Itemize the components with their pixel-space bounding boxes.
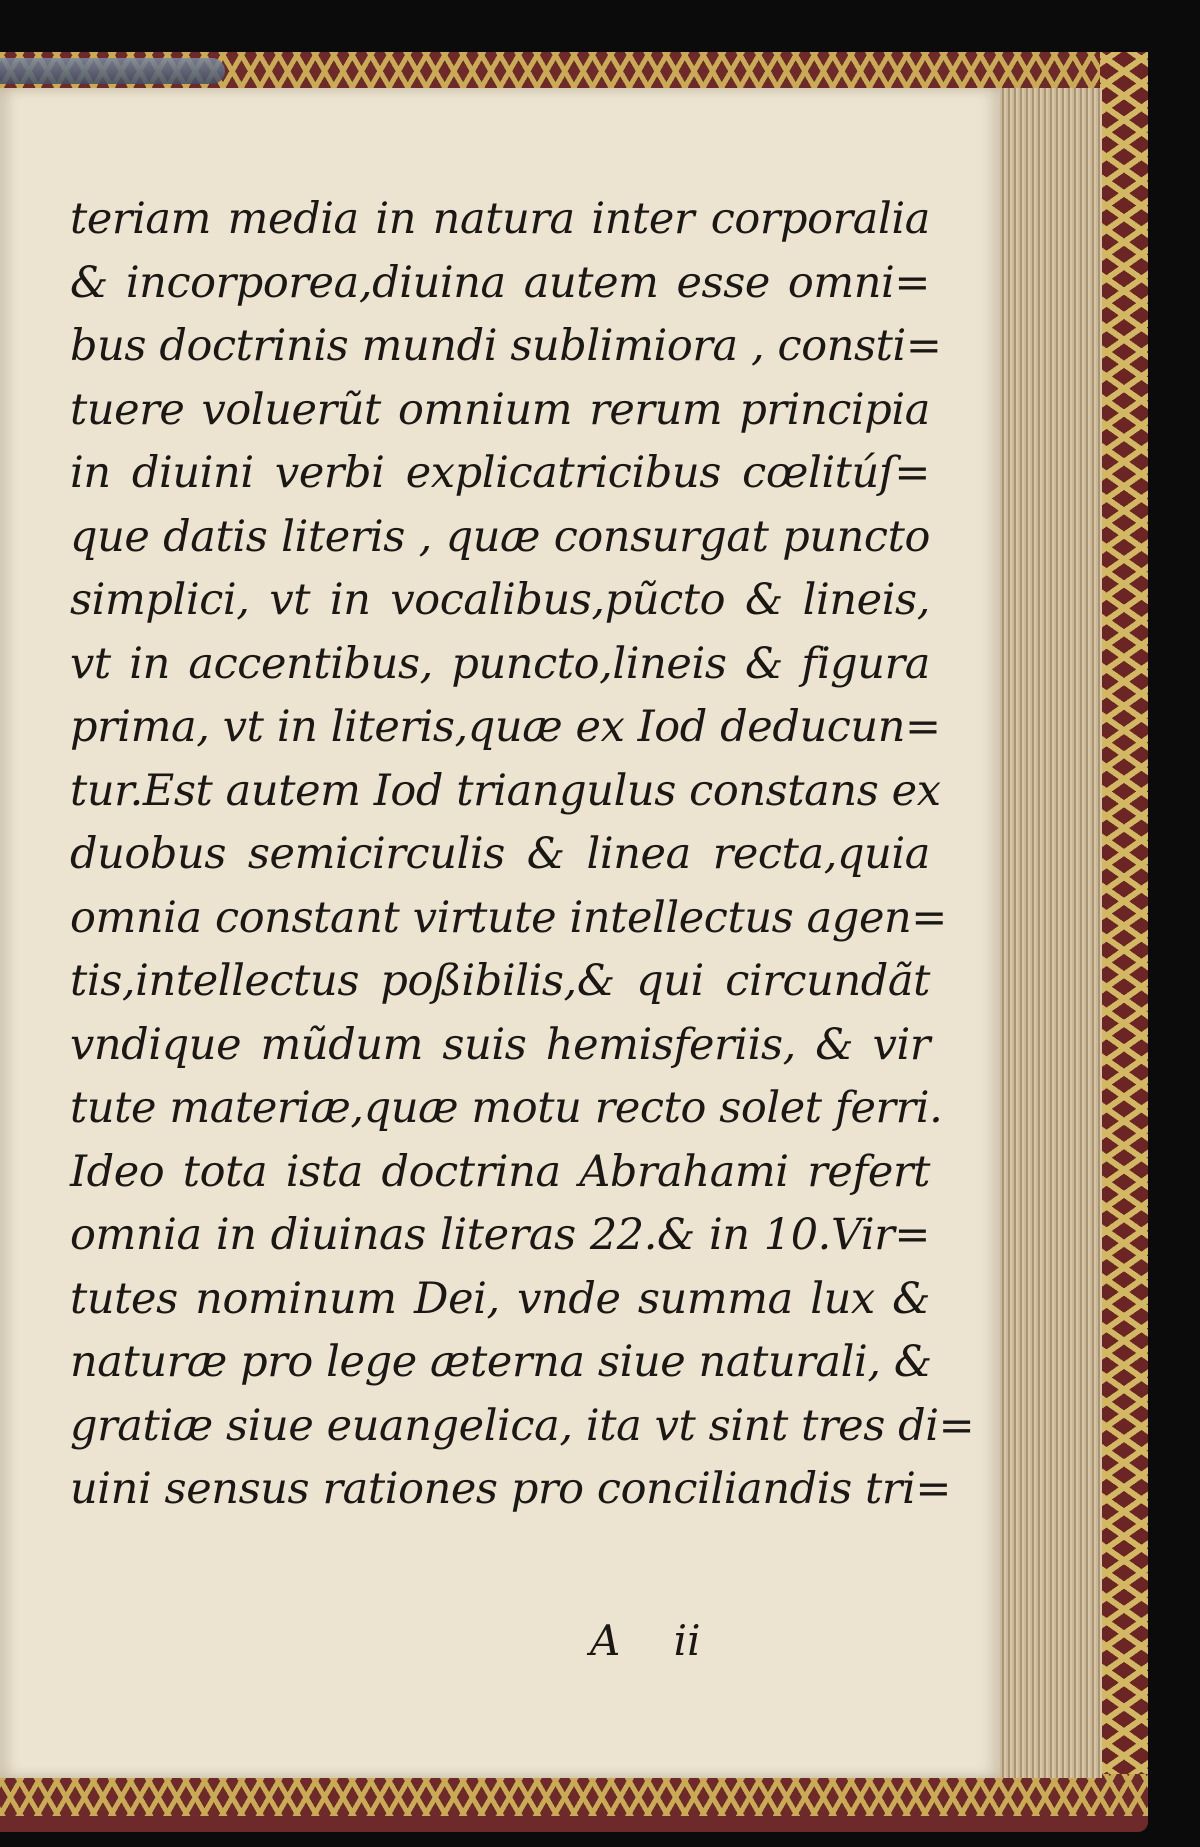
- text-line: bus doctrinis mundi sublimiora , consti=: [70, 321, 942, 371]
- text-line: tute materiæ,quæ motu recto solet ferri.: [70, 1083, 943, 1133]
- bookmark-ribbon: [0, 58, 225, 84]
- text-line: omnia in diuinas literas 22.& in 10.Vir=: [70, 1210, 930, 1260]
- book-page: [0, 88, 1000, 1778]
- text-line: omnia constant virtute intellectus agen=: [70, 892, 947, 943]
- text-line: tutes nominum Dei, vnde summa lux &: [70, 1273, 930, 1324]
- text-line: tuere voluerũt omnium rerum principia: [70, 384, 930, 435]
- text-line: Ideo tota ista doctrina Abrahami refert: [70, 1146, 930, 1197]
- text-line: que datis literis , quæ consurgat puncto: [70, 511, 930, 562]
- text-line: & incorporea,diuina autem esse omni=: [70, 257, 930, 308]
- text-line: tis,intellectus poßibilis,& qui circundãt: [70, 956, 930, 1006]
- text-line: teriam media in natura inter corporalia: [70, 194, 930, 244]
- page-edges: [1000, 88, 1102, 1778]
- text-line: prima, vt in literis,quæ ex Iod deducun=: [70, 702, 941, 752]
- text-line: uini sensus rationes pro conciliandis tri=: [70, 1464, 952, 1514]
- gilt-border-bottom: [0, 1774, 1148, 1816]
- text-line: duobus semicirculis & linea recta,quia: [70, 829, 930, 879]
- text-line: vt in accentibus, puncto,lineis & figura: [70, 638, 930, 689]
- text-line: naturæ pro lege æterna siue naturali, &: [70, 1337, 932, 1387]
- text-line: gratiæ siue euangelica, ita vt sint tres di=: [70, 1400, 975, 1451]
- text-line: simplici, vt in vocalibus,pũcto & lineis,: [70, 575, 930, 625]
- text-block: [70, 188, 975, 1522]
- page-signature: A ii: [590, 1616, 701, 1665]
- text-line: vndique mũdum suis hemisferiis, & vir: [70, 1019, 930, 1070]
- text-line: tur.Est autem Iod triangulus constans ex: [70, 765, 941, 816]
- text-line: in diuini verbi explicatricibus cœlitúſ=: [70, 448, 930, 498]
- gilt-border-right: [1100, 52, 1148, 1816]
